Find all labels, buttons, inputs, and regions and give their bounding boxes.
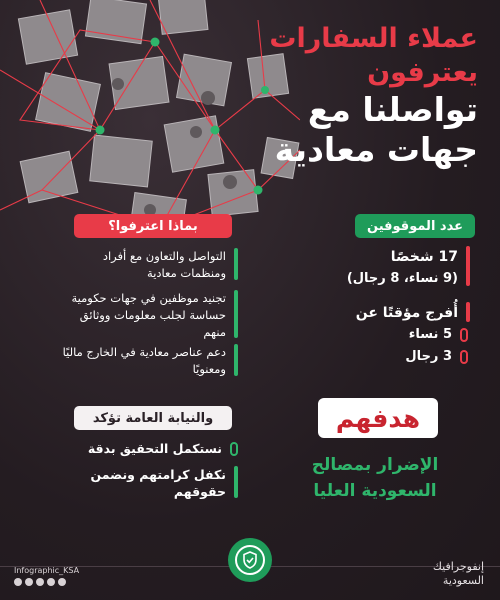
headline-line-2: يعترفون — [367, 57, 478, 88]
detainees-breakdown: (9 نساء، 8 رجال) — [346, 271, 458, 286]
released-men-row — [328, 348, 468, 366]
shield-icon — [235, 545, 265, 575]
confession-item-2-bar — [234, 290, 238, 338]
prosecution-item-1-marker — [230, 442, 238, 456]
detainees-title: عدد الموقوفين — [355, 214, 475, 238]
prosecution-item-2-text: نكفل كرامتهم ونضمن حقوقهم — [90, 467, 226, 499]
headline-line-4: جهات معادية — [274, 130, 478, 169]
brand-line-2: السعودية — [442, 574, 484, 587]
goal-title: هدفهم — [318, 398, 438, 438]
confession-item-3-bar — [234, 344, 238, 376]
social-icons — [14, 578, 66, 586]
footer-badge — [228, 538, 272, 582]
released-women-marker — [460, 328, 468, 342]
snapchat-icon[interactable] — [36, 578, 44, 586]
detainees-count — [330, 246, 470, 290]
released-women: 5 نساء — [408, 327, 452, 342]
headline-line-3: تواصلنا مع — [307, 90, 478, 129]
confession-item-1-bar — [234, 248, 238, 280]
twitter-icon[interactable] — [14, 578, 22, 586]
confession-item-2-text: تجنيد موظفين في جهات حكومية حساسة لجلب معلومات ووثائق منهم — [71, 291, 226, 339]
social-handle[interactable]: Infographic_KSA — [14, 566, 80, 575]
confession-item-1 — [62, 248, 238, 282]
confession-item-3-text: دعم عناصر معادية في الخارج ماليًا ومعنويًا — [62, 345, 226, 376]
goal-text: الإضرار بمصالح السعودية العليا — [311, 455, 439, 501]
released-women-row — [328, 326, 468, 344]
confession-item-1-text: التواصل والتعاون مع أفراد ومنظمات معادية — [102, 249, 226, 280]
confessions-title: بماذا اعترفوا؟ — [74, 214, 232, 238]
prosecution-item-2-bar — [234, 466, 238, 498]
confession-item-2 — [62, 290, 238, 341]
detainees-count-bar — [466, 246, 470, 286]
prosecution-title: والنيابة العامة تؤكد — [74, 406, 232, 430]
headline — [178, 22, 478, 170]
prosecution-item-1 — [62, 440, 238, 457]
released-men: 3 رجال — [405, 349, 452, 364]
released-title-row — [330, 302, 470, 324]
confession-item-3 — [62, 344, 238, 378]
detainees-total: 17 شخصًا — [390, 249, 458, 265]
headline-line-1: عملاء السفارات — [269, 23, 478, 54]
facebook-icon[interactable] — [58, 578, 66, 586]
released-men-marker — [460, 350, 468, 364]
brand-line-1: إنفوجرافيك — [432, 560, 484, 573]
prosecution-item-2 — [62, 466, 238, 500]
prosecution-item-1-text: نستكمل التحقيق بدقة — [87, 441, 222, 456]
instagram-icon[interactable] — [25, 578, 33, 586]
released-title: أُفرج مؤقتًا عن — [355, 305, 458, 321]
brand-logo — [433, 560, 484, 588]
released-bar — [466, 302, 470, 322]
youtube-icon[interactable] — [47, 578, 55, 586]
